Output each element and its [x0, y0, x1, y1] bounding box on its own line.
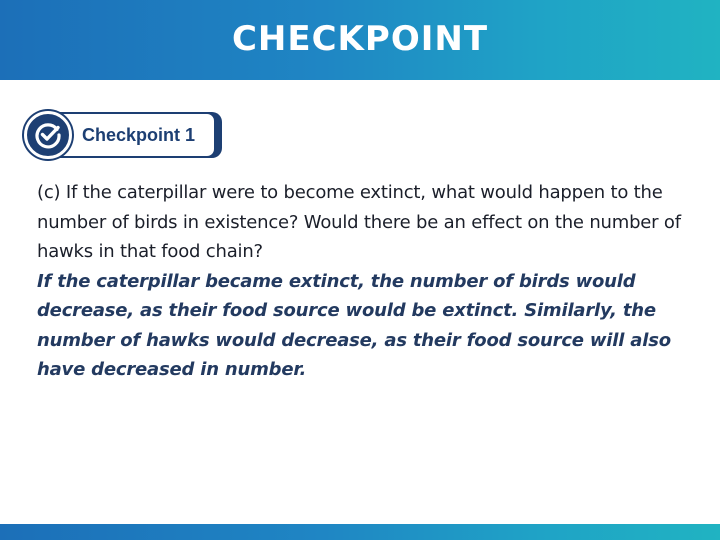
page-title: CHECKPOINT [231, 19, 489, 59]
answer-text: If the caterpillar became extinct, the number of birds would decrease, as their food source would be extinct. Similarly, the number of hawks would decrease, as their food source will also have decreased in number. [37, 270, 671, 380]
check-circle-icon [24, 111, 72, 159]
badge-label: Checkpoint 1 [82, 124, 196, 145]
check-circle-icon-svg [32, 119, 64, 151]
content-area [37, 178, 687, 385]
footer-bar [0, 524, 720, 540]
header-bar [0, 0, 720, 80]
question-text: (c) If the caterpillar were to become extinct, what would happen to the number of birds in existence? Would there be an effect on the number of hawks in that food chain? [37, 182, 681, 262]
checkpoint-badge [24, 111, 222, 159]
